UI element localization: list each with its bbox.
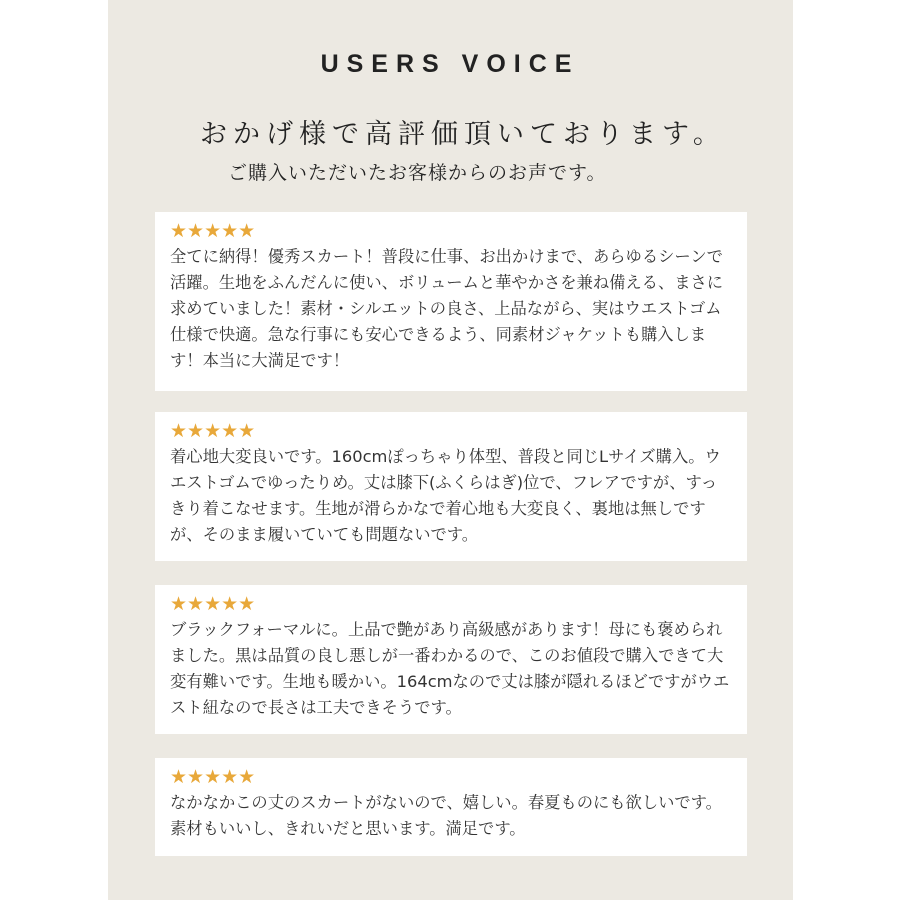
review-text: ブラックフォーマルに。上品で艶があり高級感があります！母にも褒められました。黒は品質の良し悪しが一番わかるので、このお値段で購入できて大変有難いです。生地も暖かい。164cmなので丈は膝が隠れるほどですがウエスト紐なので長さは工夫できそうです。 bbox=[170, 620, 730, 717]
review-card-3 bbox=[155, 585, 747, 734]
review-card-4 bbox=[155, 758, 747, 856]
catchphrase: おかげ様で高評価頂いております。 bbox=[200, 119, 726, 150]
review-text: なかなかこの丈のスカートがないので、嬉しい。春夏ものにも欲しいです。素材もいいし、きれいだと思います。満足です。 bbox=[170, 793, 722, 838]
star-rating: ★★★★★ bbox=[170, 593, 256, 615]
review-text: 全てに納得！優秀スカート！普段に仕事、お出かけまで、あらゆるシーンで活躍。生地をふんだんに使い、ボリュームと華やかさを兼ね備える、まさに求めていました！素材・シルエットの良さ、上品ながら、実はウエストゴム仕様で快適。急な行事にも安心できるよう、同素材ジャケットも購入します！本当に大満足です！ bbox=[170, 247, 724, 370]
star-rating: ★★★★★ bbox=[170, 766, 256, 788]
section-heading: USERS VOICE bbox=[320, 50, 580, 78]
review-card-2 bbox=[155, 412, 747, 561]
star-rating: ★★★★★ bbox=[170, 420, 256, 442]
review-text: 着心地大変良いです。160cmぽっちゃり体型、普段と同じLサイズ購入。ウエストゴムでゆったりめ。丈は膝下(ふくらはぎ)位で、フレアですが、すっきり着こなせます。生地が滑らかなで着心地も大変良く、裏地は無しですが、そのまま履いていても問題ないです。 bbox=[170, 447, 721, 544]
review-card-1 bbox=[155, 212, 747, 391]
star-rating: ★★★★★ bbox=[170, 220, 256, 242]
subtitle: ご購入いただいたお客様からのお声です。 bbox=[228, 162, 607, 184]
